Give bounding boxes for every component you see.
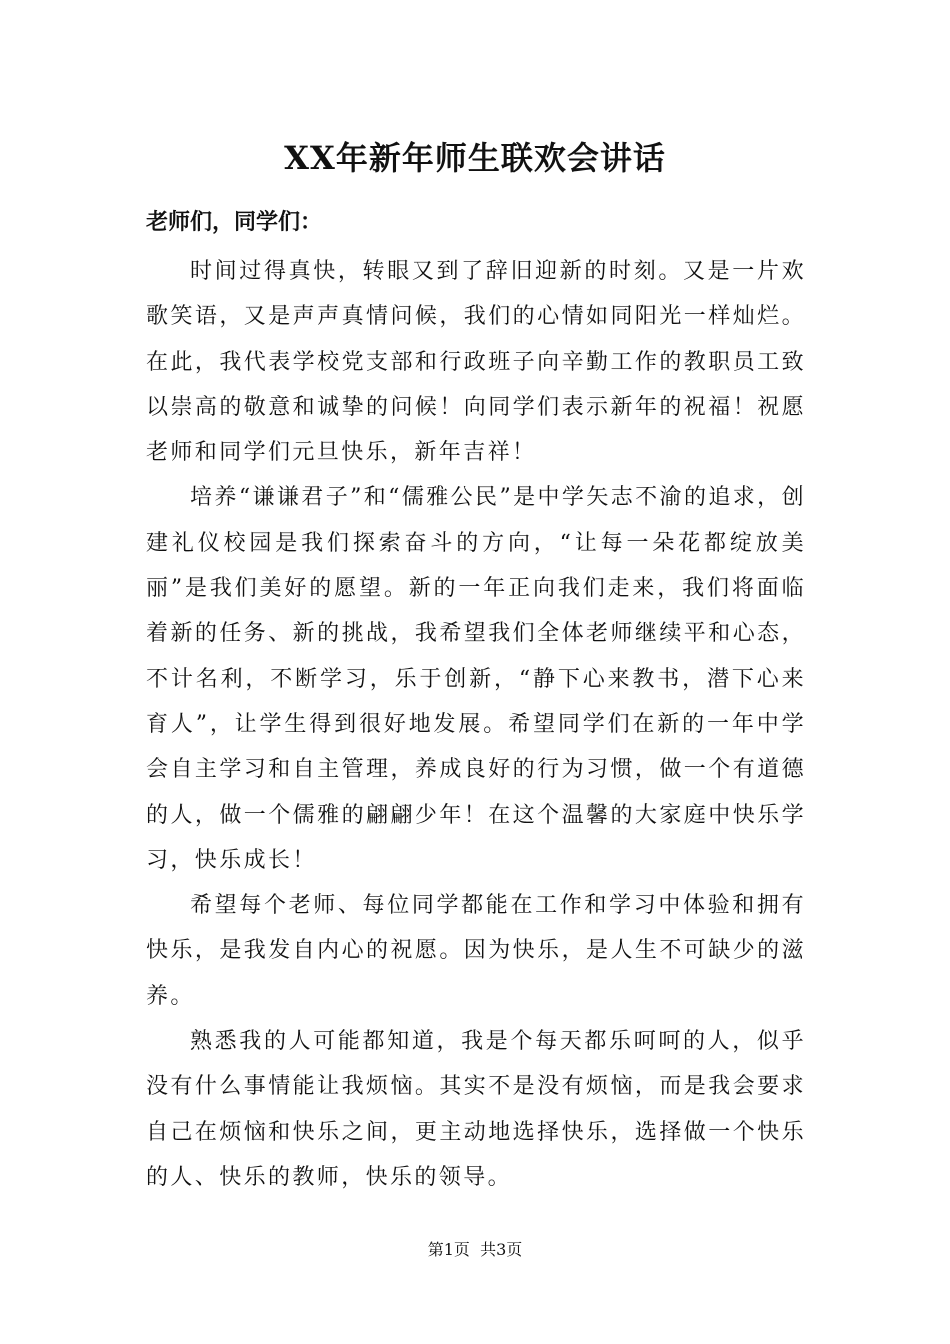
page-number: 第1页 [427, 1240, 470, 1259]
document-body [146, 249, 806, 1200]
page-total: 共3页 [480, 1240, 523, 1259]
page-footer [0, 1238, 950, 1262]
salutation: 老师们，同学们： [146, 209, 323, 235]
paragraph: 时间过得真快，转眼又到了辞旧迎新的时刻。又是一片欢歌笑语，又是声声真情问候，我们的心情如同阳光一样灿烂。在此，我代表学校党支部和行政班子向辛勤工作的教职员工致以崇高的敬意和诚挚的问候！向同学们表示新年的祝福！祝愿老师和同学们元旦快乐，新年吉祥！ [146, 259, 806, 466]
paragraph: 希望每个老师、每位同学都能在工作和学习中体验和拥有快乐，是我发自内心的祝愿。因为快乐，是人生不可缺少的滋养。 [146, 893, 806, 1009]
document-title: XX年新年师生联欢会讲话 [284, 139, 666, 177]
paragraph: 熟悉我的人可能都知道，我是个每天都乐呵呵的人，似乎没有什么事情能让我烦恼。其实不是没有烦恼，而是我会要求自己在烦恼和快乐之间，更主动地选择快乐，选择做一个快乐的人、快乐的教师，快乐的领导。 [146, 1029, 806, 1190]
paragraph: 培养“谦谦君子”和“儒雅公民”是中学矢志不渝的追求，创建礼仪校园是我们探索奋斗的方向，“让每一朵花都绽放美丽”是我们美好的愿望。新的一年正向我们走来，我们将面临着新的任务、新的挑战，我希望我们全体老师继续平和心态，不计名利，不断学习，乐于创新，“静下心来教书，潜下心来育人”，让学生得到很好地发展。希望同学们在新的一年中学会自主学习和自主管理，养成良好的行为习惯，做一个有道德的人，做一个儒雅的翩翩少年！在这个温馨的大家庭中快乐学习，快乐成长！ [146, 485, 806, 873]
